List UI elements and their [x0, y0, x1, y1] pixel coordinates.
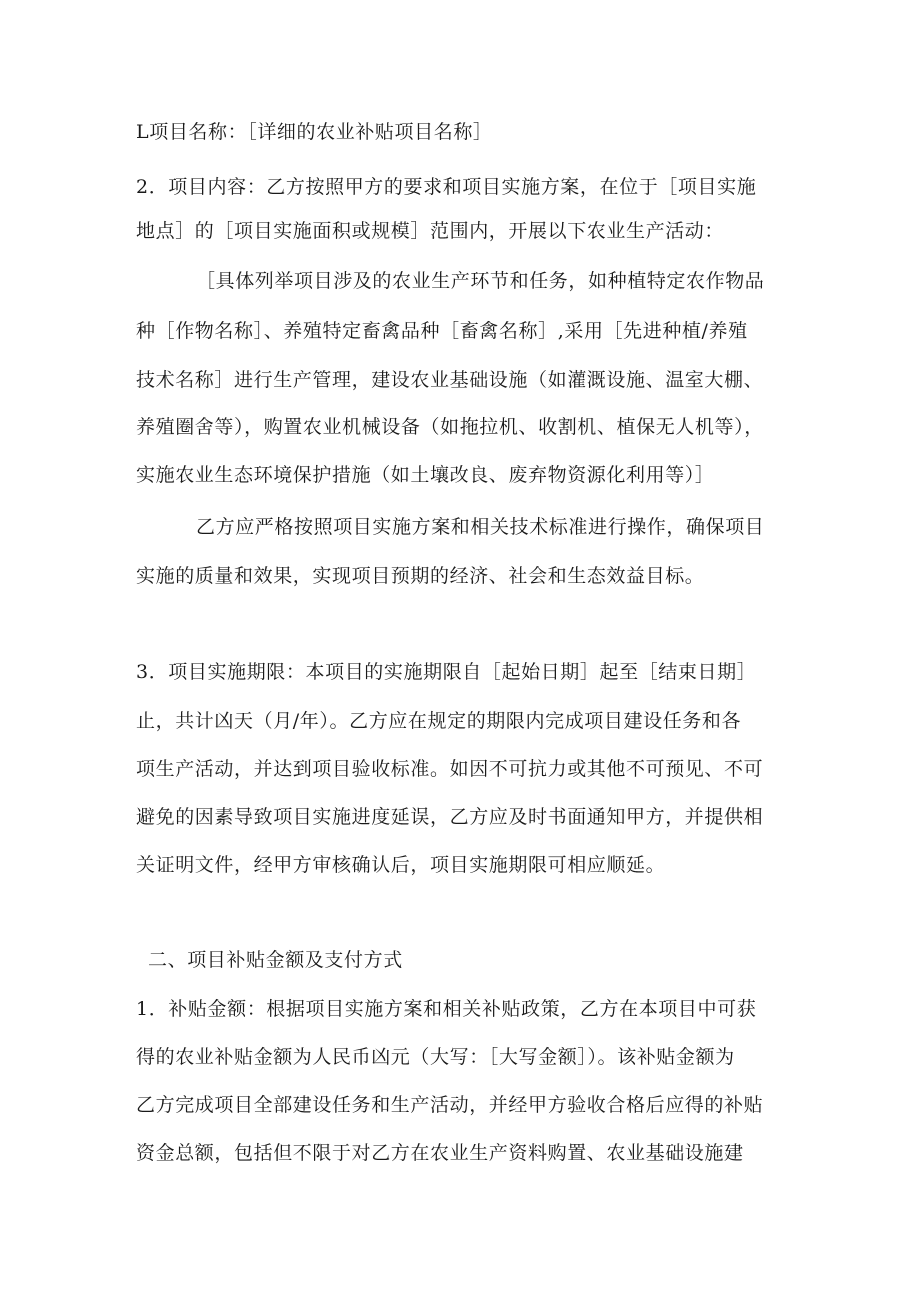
item-3-period-line-4: 避免的因素导致项目实施进度延误，乙方应及时书面通知甲方，并提供相 [136, 806, 764, 828]
section-2-item-1-line-2: 得的农业补贴金额为人民币凶元（大写：［大写金额］）。该补贴金额为 [136, 1046, 735, 1068]
item-2-detail-line-1: ［具体列举项目涉及的农业生产环节和任务，如种植特定农作物品 [196, 270, 765, 292]
item-3-period-line-3: 项生产活动，并达到项目验收标准。如因不可抗力或其他不可预见、不可 [136, 758, 764, 780]
item-2-project-content-line-2: 地点］的［项目实施面积或规模］范围内，开展以下农业生产活动： [136, 220, 725, 242]
section-2-item-1-line-3: 乙方完成项目全部建设任务和生产活动，并经甲方验收合格后应得的补贴 [136, 1094, 764, 1116]
item-2-detail-line-3: 技术名称］进行生产管理，建设农业基础设施（如灌溉设施、温室大棚、 [136, 369, 764, 391]
item-2-project-content-line-1: 2．项目内容：乙方按照甲方的要求和项目实施方案，在位于［项目实施 [136, 176, 757, 198]
item-3-period-line-2: 止，共计凶天（月/年）。乙方应在规定的期限内完成项目建设任务和各 [136, 710, 742, 732]
item-3-period-line-5: 关证明文件，经甲方审核确认后，项目实施期限可相应顺延。 [136, 854, 666, 876]
section-2-heading: 二、项目补贴金额及支付方式 [148, 949, 403, 971]
item-3-period-line-1: 3．项目实施期限：本项目的实施期限自［起始日期］起至［结束日期］ [136, 661, 757, 683]
item-2-requirement-line-2: 实施的质量和效果，实现项目预期的经济、社会和生态效益目标。 [136, 565, 705, 587]
item-2-detail-line-4: 养殖圈舍等），购置农业机械设备（如拖拉机、收割机、植保无人机等）， [136, 416, 764, 438]
item-1-project-name: L项目名称：［详细的农业补贴项目名称］ [136, 121, 493, 143]
item-2-requirement-line-1: 乙方应严格按照项目实施方案和相关技术标准进行操作，确保项目 [196, 516, 765, 538]
item-2-detail-line-2: 种［作物名称］、养殖特定畜禽品种［畜禽名称］,采用［先进种植/养殖 [136, 320, 748, 342]
section-2-item-1-line-4: 资金总额，包括但不限于对乙方在农业生产资料购置、农业基础设施建 [136, 1142, 744, 1164]
item-2-detail-line-5: 实施农业生态环境保护措施（如土壤改良、废弃物资源化利用等）］ [136, 464, 715, 486]
section-2-item-1-line-1: 1．补贴金额：根据项目实施方案和相关补贴政策，乙方在本项目中可获 [136, 998, 757, 1020]
